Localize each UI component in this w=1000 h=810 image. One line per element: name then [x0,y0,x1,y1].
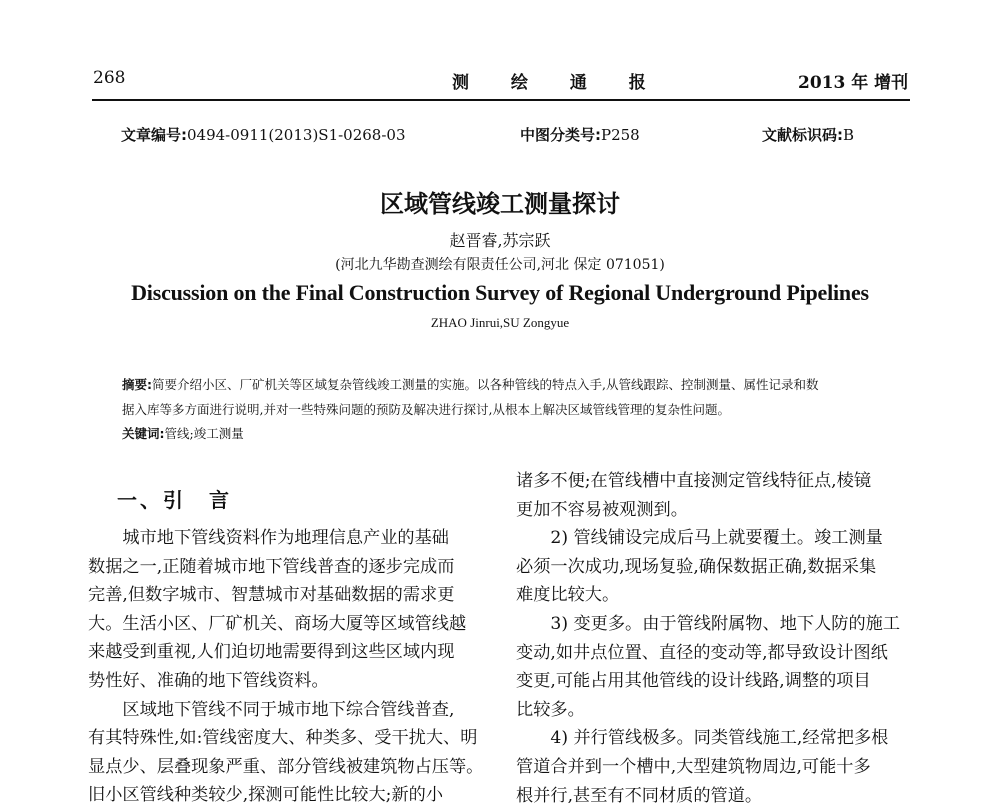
section-heading-introduction: 一、引 言 [117,488,232,512]
body-line: 更加不容易被观测到。 [516,499,688,520]
body-line: 有其特殊性,如:管线密度大、种类多、受干扰大、明 [88,728,478,749]
body-line: 管道合并到一个槽中,大型建筑物周边,可能十多 [516,756,871,777]
body-line: 4) 并行管线极多。同类管线施工,经常把多根 [550,728,889,749]
clc-label: 中图分类号: [520,126,601,144]
right-column [516,467,924,810]
authors-chinese: 赵晋睿,苏宗跃 [449,231,551,250]
title-english: Discussion on the Final Construction Survey of Regional Underground Pipelines [131,280,869,305]
header-rule [92,99,910,101]
left-column [88,524,496,810]
body-line: 3) 变更多。由于管线附属物、地下人防的施工 [550,613,901,634]
body-line: 城市地下管线资料作为地理信息产业的基础 [122,528,449,548]
body-line: 根并行,甚至有不同材质的管道。 [516,785,763,806]
document-code [762,124,854,145]
article-number [121,124,406,145]
article-number-value: 0494-0911(2013)S1-0268-03 [187,126,406,144]
abstract-line-1: 简要介绍小区、厂矿机关等区域复杂管线竣工测量的实施。以各种管线的特点入手,从管线跟踪、控制测量、属性记录和数 [152,377,819,392]
body-line: 大。生活小区、厂矿机关、商场大厦等区域管线越 [88,613,467,634]
abstract [122,372,892,422]
body-line: 完善,但数字城市、智慧城市对基础数据的需求更 [88,585,455,606]
body-line: 区域地下管线不同于城市地下综合管线普查, [122,699,455,720]
body-line: 显点少、层叠现象严重、部分管线被建筑物占压等。 [88,756,484,777]
article-number-label: 文章编号: [121,126,187,144]
affiliation-chinese: (河北九华勘查测绘有限责任公司,河北 保定 071051) [335,257,665,273]
body-line: 变动,如井点位置、直径的变动等,都导致设计图纸 [516,642,888,663]
abstract-label: 摘要: [122,377,152,392]
journal-issue: 2013 年 增刊 [798,73,909,93]
body-line: 来越受到重视,人们迫切地需要得到这些区域内现 [88,642,455,663]
keywords-label: 关键词: [122,426,165,441]
authors-english: ZHAO Jinrui,SU Zongyue [430,315,570,330]
abstract-line-2: 据入库等多方面进行说明,并对一些特殊问题的预防及解决进行探讨,从根本上解决区域管线管理的复杂性问题。 [122,402,730,417]
body-line: 诸多不便;在管线槽中直接测定管线特征点,棱镜 [516,471,872,491]
document-code-value: B [843,126,855,144]
body-line: 旧小区管线种类较少,探测可能性比较大;新的小 [88,785,444,806]
page-number: 268 [93,68,126,88]
clc-number [520,124,640,145]
body-line: 比较多。 [516,699,585,720]
body-line: 变更,可能占用其他管线的设计线路,调整的项目 [516,671,871,692]
body-line: 势性好、准确的地下管线资料。 [88,670,329,691]
title-chinese: 区域管线竣工测量探讨 [380,190,620,218]
keywords [122,424,244,442]
document-code-label: 文献标识码: [762,126,843,144]
journal-name: 测 绘 通 报 [452,73,664,93]
body-line: 难度比较大。 [516,585,620,606]
keywords-value: 管线;竣工测量 [164,426,244,441]
body-line: 必须一次成功,现场复验,确保数据正确,数据采集 [516,556,877,577]
body-line: 2) 管线铺设完成后马上就要覆土。竣工测量 [550,528,883,549]
clc-value: P258 [601,126,640,144]
body-line: 数据之一,正随着城市地下管线普查的逐步完成而 [88,556,455,577]
